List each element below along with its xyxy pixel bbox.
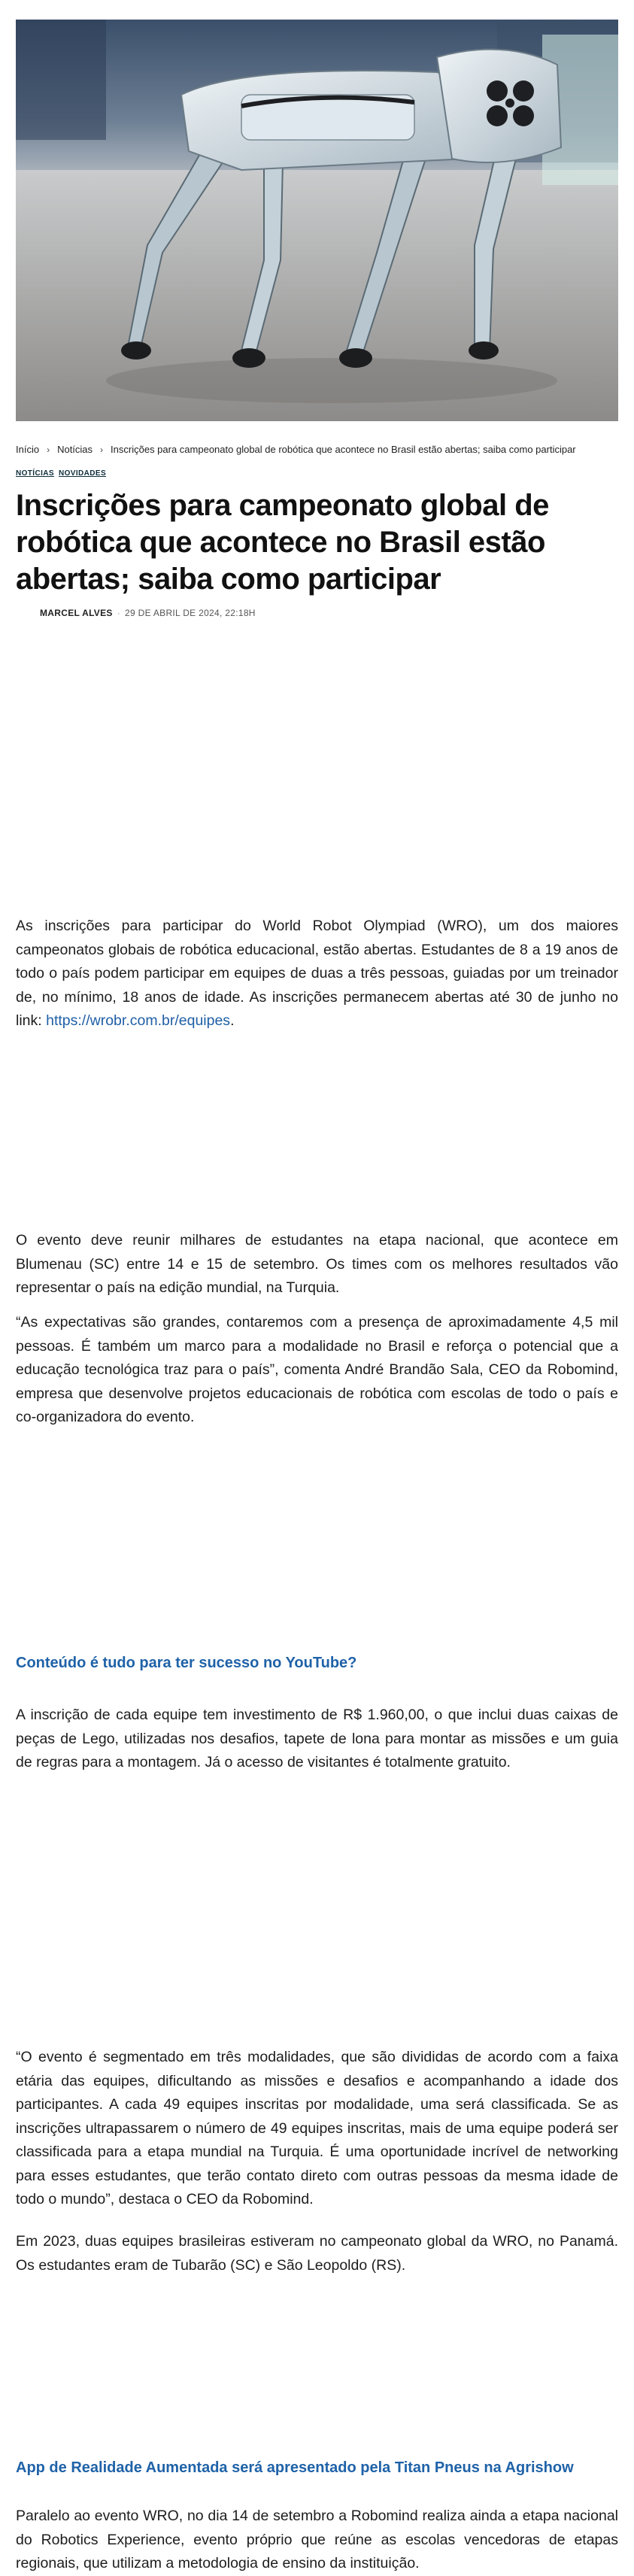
paragraph-7: Paralelo ao evento WRO, no dia 14 de setembro a Robomind realiza ainda a etapa nacional do Robotics Experience, evento próprio que reúne as escolas vencedoras de etapas regionais, que utilizam a metodologia de ensino da instituição.	[16, 2508, 618, 2571]
paragraph-4: A inscrição de cada equipe tem investimento de R$ 1.960,00, o que inclui duas caixas de peças de Lego, utilizadas nos desafios, tapete de lona para montar as missões e um guia de regras para a montagem. Já o acesso de visitantes é totalmente gratuito.	[16, 1707, 618, 1770]
breadcrumb-home-link[interactable]: Início	[16, 444, 40, 455]
category-link-noticias[interactable]: NOTÍCIAS	[16, 469, 54, 478]
breadcrumb-current: Inscrições para campeonato global de robótica que acontece no Brasil estão abertas; saiba como participar	[111, 444, 576, 455]
paragraph-1	[16, 915, 618, 1033]
separator-dot: ·	[117, 608, 121, 618]
paragraph-1-text: As inscrições para participar do World Robot Olympiad (WRO), um dos maiores campeonatos globais de robótica educacional, estão abertas. Estudantes de 8 a 19 anos de todo o país podem participar em equipes de duas a três pessoas, guiadas por um treinador de, no mínimo, 18 anos de idade. As inscrições permanecem abertas até 30 de junho no link:	[16, 918, 618, 1029]
publish-date: 29 DE ABRIL DE 2024, 22:18H	[125, 608, 256, 618]
breadcrumb-section-link[interactable]: Notícias	[57, 444, 93, 455]
paragraph-2: O evento deve reunir milhares de estudantes na etapa nacional, que acontece em Blumenau (SC) entre 14 e 15 de setembro. Os times com os melhores resultados vão representar o país na edição mundial, na Turquia.	[16, 1232, 618, 1296]
hero-image	[16, 20, 618, 421]
category-tags	[16, 469, 111, 478]
chevron-right-icon: ›	[100, 445, 104, 455]
paragraph-1-end: .	[230, 1012, 235, 1029]
paragraph-6: Em 2023, duas equipes brasileiras estiveram no campeonato global da WRO, no Panamá. Os estudantes eram de Tubarão (SC) e São Leopoldo (RS).	[16, 2233, 618, 2274]
paragraph-3: “As expectativas são grandes, contaremos com a presença de aproximadamente 4,5 mil pessoas. É também um marco para a modalidade no Brasil e reforça o potencial que a educação tecnológica traz para o país”, comenta André Brandão Sala, CEO da Robomind, empresa que desenvolve projetos educacionais de robótica com escolas de todo o país e co-organizadora do evento.	[16, 1314, 618, 1425]
related-link-youtube[interactable]: Conteúdo é tudo para ter sucesso no YouTube?	[16, 1655, 357, 1671]
article-title: Inscrições para campeonato global de robótica que acontece no Brasil estão abertas; saiba como participar	[16, 489, 549, 596]
breadcrumb	[16, 444, 576, 455]
chevron-right-icon: ›	[47, 445, 50, 455]
registration-link[interactable]: https://wrobr.com.br/equipes	[46, 1012, 231, 1029]
paragraph-5: “O evento é segmentado em três modalidades, que são divididas de acordo com a faixa etária das equipes, dificultando as missões e desafios e acompanhando a idade dos participantes. A cada 49 equipes inscritas por modalidade, uma será classificada. Se as inscrições ultrapassarem o número de 49 equipes inscritas, mais de uma equipe poderá ser classificada para a etapa mundial na Turquia. É uma oportunidade incrível de networking para esses estudantes, que terão contato direto com outras pessoas da mesma idade de todo o mundo”, destaca o CEO da Robomind.	[16, 2049, 618, 2207]
article-meta	[40, 608, 256, 618]
category-link-novidades[interactable]: NOVIDADES	[58, 469, 107, 478]
related-link-agrishow[interactable]: App de Realidade Aumentada será apresentado pela Titan Pneus na Agrishow	[16, 2459, 574, 2476]
author-name[interactable]: MARCEL ALVES	[40, 608, 113, 618]
